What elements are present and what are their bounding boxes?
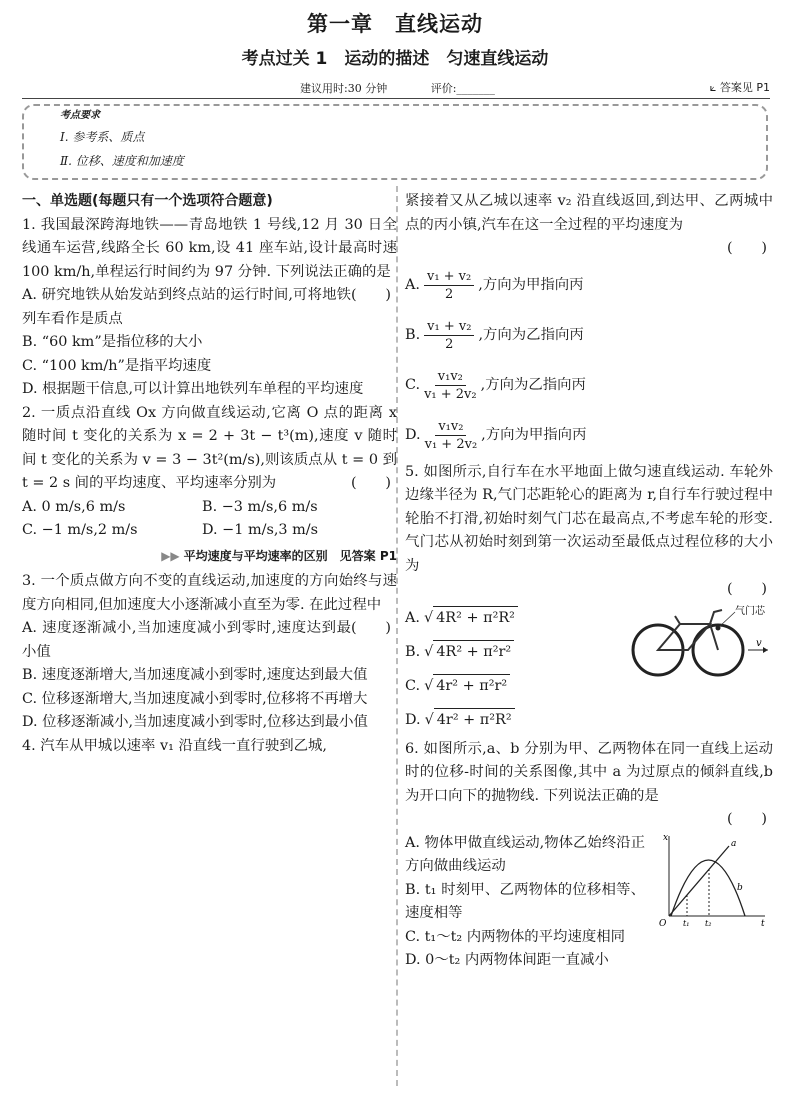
q2-option-b: B. −3 m/s,6 m/s (202, 498, 318, 515)
q4-stem-start: 4. 汽车从甲城以速率 v₁ 沿直线一直行驶到乙城, (22, 737, 327, 754)
curve-a-label: a (731, 838, 737, 849)
option-label: A. (405, 609, 420, 626)
denominator: v₁ + 2v₂ (424, 387, 477, 402)
q2-options-row (22, 519, 397, 543)
numerator: v₁ + v₂ (424, 268, 474, 286)
option-label: B. (405, 326, 421, 343)
q6-option-a: A. 物体甲做直线运动,物体乙始终沿正方向做曲线运动 (405, 834, 645, 874)
q3-option-a: A. 速度逐渐减小,当加速度减小到零时,速度达到最小值 (22, 620, 351, 660)
answer-paren: ( ) (350, 620, 391, 636)
q1-stem (22, 214, 397, 303)
q5-options-block (405, 602, 773, 738)
q1-stem-text: 1. 我国最深跨海地铁——青岛地铁 1 号线,12 月 30 日全线通车运营,线路全长 60 km,设 41 座车站,设计最高时速 100 km/h,单程运行时间约为 97 分钟. 下列说法正确的是 (22, 216, 397, 280)
answer-paren: ( ) (726, 581, 767, 597)
parabola-b (671, 860, 745, 916)
option-label: D. (405, 711, 421, 728)
option-label: B. (405, 643, 421, 660)
option-text: ,方向为甲指向丙 (478, 276, 584, 293)
q6-option-b: B. t₁ 时刻甲、乙两物体的位移相等、速度相等 (405, 881, 645, 921)
valve-leader-line (719, 612, 735, 627)
option-text: ,方向为甲指向丙 (481, 426, 587, 443)
q1-option-c: C. “100 km/h”是指平均速度 (22, 357, 212, 374)
t2-label: t₂ (705, 918, 712, 928)
suggested-time: 建议用时:30 分钟 (300, 82, 388, 95)
arrow-icon: ▶▶ (161, 548, 180, 563)
answer-ref-text: 答案见 P1 (719, 81, 770, 94)
chapter-title: 第一章 直线运动 (307, 12, 483, 36)
option-label: D. (405, 426, 421, 443)
numerator: v₁ + v₂ (424, 318, 474, 336)
t-axis-label: t (761, 918, 765, 928)
radicand: 4R² + π²r² (433, 640, 514, 665)
denominator: v₁ + 2v₂ (424, 437, 478, 452)
q2-stem-text: 2. 一质点沿直线 Ox 方向做直线运动,它离 O 点的距离 x 随时间 t 变化的关系为 x = 2 + 3t − t³(m),速度 v 随时间 t 变化的关系为 v = 3 − 3t²(m/s),则该质点从 t = 0 到 t = 2 s 间的平均速度、平均速率分别为 (22, 404, 397, 491)
t1-label: t₁ (683, 918, 690, 928)
option-text: ,方向为乙指向丙 (478, 326, 584, 343)
q1-option-a: A. 研究地铁从始发站到终点站的运行时间,可将地铁列车看作是质点 (22, 287, 351, 327)
q1-option-b: B. “60 km”是指位移的大小 (22, 334, 203, 350)
arrow-head-icon (763, 647, 768, 653)
q6-option-c: C. t₁～t₂ 内两物体的平均速度相同 (405, 928, 626, 945)
q2-options-row (22, 496, 397, 520)
evaluation: 评价:_______ (430, 82, 495, 95)
q5-option-d (405, 704, 773, 738)
bicycle-figure (630, 602, 775, 682)
meta-info (300, 80, 535, 96)
sqrt-expression: √ 4R² + π²r² (424, 640, 514, 665)
sqrt-expression: √ 4r² + π²r² (424, 674, 510, 699)
q3-stem (22, 570, 397, 636)
x-axis-label: x (663, 832, 669, 843)
q3-stem-text: 3. 一个质点做方向不变的直线运动,加速度的方向始终与速度方向相同,但加速度大小逐渐减小直至为零. 在此过程中 (22, 573, 397, 613)
q2-option-a: A. 0 m/s,6 m/s (22, 498, 126, 515)
q2-stem (22, 402, 397, 496)
radicand: 4R² + π²R² (433, 606, 518, 631)
q1-option-d: D. 根据题干信息,可以计算出地铁列车单程的平均速度 (22, 381, 364, 397)
q3-option-c: C. 位移逐渐增大,当加速度减小到零时,位移将不再增大 (22, 690, 368, 707)
q6-stem (405, 738, 773, 809)
denominator: 2 (445, 337, 454, 352)
velocity-label: v (756, 637, 762, 649)
corner-icon: ⟀ (709, 81, 717, 94)
option-label: C. (405, 677, 421, 694)
q4-option-c (405, 361, 773, 411)
q3-option-b: B. 速度逐渐增大,当加速度减小到零时,速度达到最大值 (22, 667, 368, 683)
q3-option-d: D. 位移逐渐减小,当加速度减小到零时,位移达到最小值 (22, 714, 368, 730)
bike-frame (658, 610, 722, 650)
requirements-title: 考点要求 (60, 110, 100, 121)
section-title: 考点过关 1 运动的描述 匀速直线运动 (241, 49, 549, 69)
q4-stem-cont: 紧接着又从乙城以速率 v₂ 沿直线返回,到达甲、乙两城中点的丙小镇,汽车在这一全过程的平均速度为 (405, 193, 773, 233)
q2-tip-text: 平均速度与平均速率的区别 见答案 P1 (183, 548, 397, 563)
q4-option-d (405, 411, 773, 461)
q6-options-block (405, 832, 773, 973)
fraction (424, 268, 474, 303)
origin-label: O (659, 918, 667, 928)
q4-option-b (405, 311, 773, 361)
left-column (22, 190, 397, 758)
requirement-item: Ⅰ. 参考系、质点 (60, 130, 145, 144)
option-label: A. (405, 276, 420, 293)
valve-label: 气门芯 (735, 605, 765, 617)
numerator: v₁v₂ (435, 368, 466, 386)
option-text: ,方向为乙指向丙 (480, 376, 586, 393)
requirements-box (22, 104, 768, 180)
q6-option-d: D. 0～t₂ 内两物体间距一直减小 (405, 952, 609, 968)
radicand: 4r² + π²R² (434, 708, 515, 733)
q2-option-d: D. −1 m/s,3 m/s (202, 522, 319, 538)
line-a (669, 846, 729, 916)
section-heading: 一、单选题(每题只有一个选项符合题意) (22, 193, 273, 209)
q5-stem: 5. 如图所示,自行车在水平地面上做匀速直线运动. 车轮外边缘半径为 R,气门芯距轮心的距离为 r,自行车行驶过程中轮胎不打滑,初始时刻气门芯在最高点,不考虑车轮的形变. 气门芯从初始时刻到第一次运动至最低点过程位移的大小为 (405, 463, 773, 574)
q2-option-c: C. −1 m/s,2 m/s (22, 522, 138, 538)
option-label: C. (405, 376, 421, 393)
sqrt-expression: √ 4r² + π²R² (425, 708, 515, 733)
answer-paren: ( ) (350, 287, 391, 303)
fraction (424, 368, 477, 403)
divider-line (22, 98, 770, 99)
radicand: 4r² + π²r² (433, 674, 510, 699)
denominator: 2 (444, 287, 454, 302)
sqrt-expression: √ 4R² + π²R² (424, 606, 518, 631)
answer-paren: ( ) (726, 811, 767, 827)
q6-stem-text: 6. 如图所示,a、b 分别为甲、乙两物体在同一直线上运动时的位移-时间的关系图像,其中 a 为过原点的倾斜直线,b 为开口向下的抛物线. 下列说法正确的是 (405, 740, 773, 804)
curve-b-label: b (737, 882, 743, 893)
answer-paren: ( ) (726, 240, 767, 256)
q4-option-a (405, 261, 773, 311)
xt-graph (657, 832, 769, 928)
requirement-item: Ⅱ. 位移、速度和加速度 (60, 154, 184, 168)
answer-paren: ( ) (350, 475, 391, 491)
fraction (425, 418, 478, 453)
fraction (424, 318, 474, 353)
answer-reference (710, 79, 770, 95)
right-column (405, 190, 773, 973)
numerator: v₁v₂ (435, 418, 466, 436)
q2-tip (22, 545, 397, 569)
